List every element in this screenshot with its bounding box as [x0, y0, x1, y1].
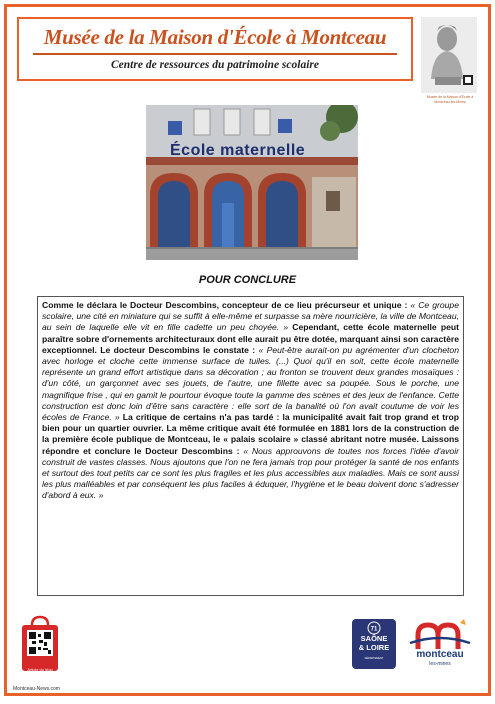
- saone-number: 71: [370, 626, 378, 633]
- montceau-logo-name: montceau: [416, 649, 464, 660]
- quote-3: « Nous approuvons de toutes nos forces l'idée d'avoir construit de vastes classes. Nous ajoutons que l'on ne fera jamais trop pour protéger la santé de nos enfants et surtout des tout petits car ce sont les plus fragiles et les plus accessibles aux maladies. Mais ce sont aussi les plus malléables et par conséquent les plus faciles à éduquer, l'hygiène et le beau doivent donc s'adresser d'abord à eux. »: [42, 445, 459, 501]
- montceau-logo-sub: les-mines: [429, 661, 451, 667]
- page-frame: [4, 4, 491, 696]
- saone-et-loire-logo: [352, 619, 396, 669]
- footer-url: Montceau-News.com: [13, 686, 60, 692]
- montceau-logo: [404, 619, 476, 671]
- conclusion-paragraph: [42, 300, 459, 502]
- saone-logo-sub: DÉPARTEMENT: [364, 657, 384, 660]
- museum-title: Musée de la Maison d'École à Montceau: [43, 25, 387, 49]
- saone-line-1: SAÔNE: [360, 634, 388, 643]
- qr-caption: Article du blog: [27, 667, 53, 672]
- quote-1: « Ce groupe scolaire, une cité en miniature qui se suffit à elle-même et surpasse sa mère nourricière, la ville de Montceau, au sein de laquelle elle vit en fille cadette un peu choyée. »: [42, 300, 459, 333]
- museum-subtitle: Centre de ressources du patrimoine scolaire: [111, 59, 319, 71]
- saone-line-2: & LOIRE: [358, 642, 390, 652]
- bust-caption: Musée de la Maison d'École à Montceau-les-Mines: [426, 95, 474, 104]
- quote-2: « Peut-être aurait-on pu agrémenter d'un clocheton avec horloge et cloche cette immense surface de tuiles. (...) Quoi qu'il en soit, cette école maternelle représente un grand effort artistique dans sa décoration ; au fronton se trouvent deux grandes mosaïques : d'un côté, un garçonnet avec ses jouets, de l'autre, une fillette avec sa poupée. Sous le porche, une magnifique frise , qui en gamit le pourtour évoque toute la gamme des scènes et des jeux de l'enfance. Cette construction est donc loin d'être sans caractère : elle sort de la banalité où l'on avait coutume de voir les écoles de France. »: [42, 344, 459, 423]
- marianne-bust-image: [421, 17, 477, 93]
- school-building-photo: [146, 105, 358, 260]
- ecole-maternelle-sign: École maternelle: [170, 142, 306, 159]
- header-box: [17, 17, 413, 81]
- header-divider: [33, 53, 397, 55]
- intro-text: Comme le déclara le Docteur Descombins, concepteur de ce lieu précurseur et unique :: [42, 300, 411, 310]
- commentary-1: Cependant, cette école maternelle peut paraître sobre d'ornements architecturaux dont elle aurait pu être dotée, marquant ainsi son caractère exceptionnel. Le docteur Descombins le constate :: [42, 322, 459, 355]
- commentary-2: La critique de certains n'a pas tardé : la municipalité avait fait trop grand et trop bien pour un quartier ouvrier. La même critique avait été formulée en 1881 lors de la construction de la première école publique de Montceau, le « palais scolaire » classé abritant notre musée. Laissons répondre et conclure le Docteur Descombins :: [42, 412, 459, 456]
- conclusion-text-box: [37, 296, 464, 596]
- section-heading: POUR CONCLURE: [198, 274, 297, 286]
- qr-code-bag[interactable]: [20, 615, 60, 673]
- saone-logo-text: [352, 635, 396, 652]
